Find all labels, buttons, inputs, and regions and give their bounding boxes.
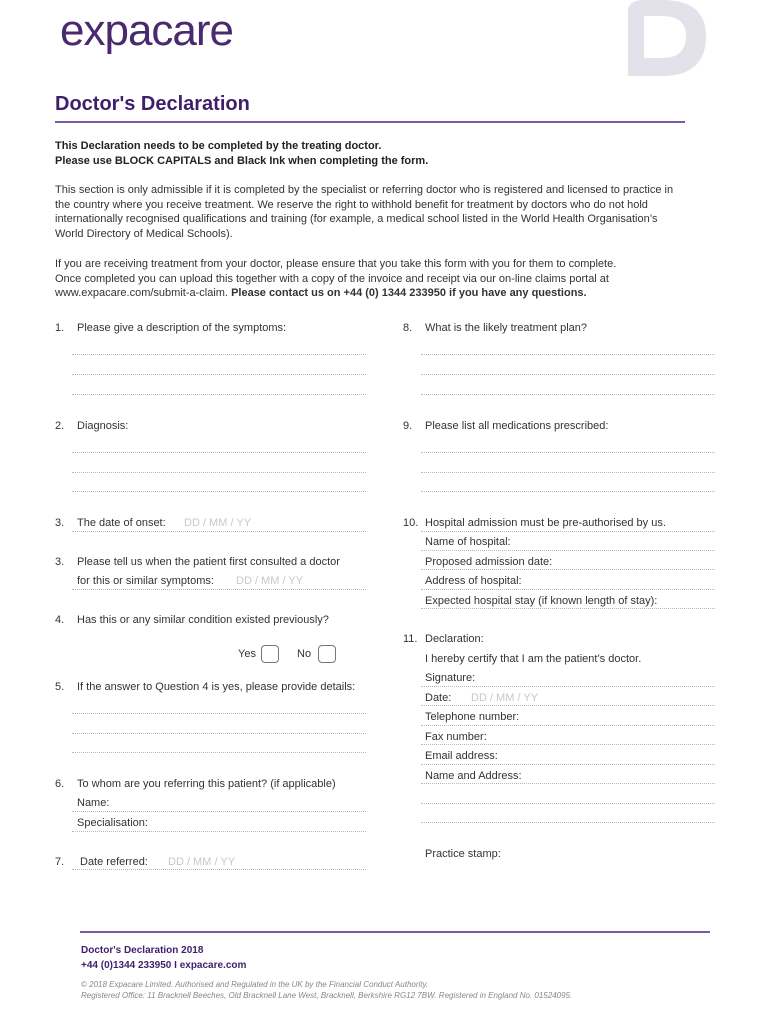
q2-line-1[interactable]	[72, 452, 366, 453]
expacare-logo: expacare	[60, 6, 234, 55]
q1-line-1[interactable]	[72, 354, 366, 355]
q8-label: What is the likely treatment plan?	[425, 322, 588, 334]
q5-number: 5.	[55, 681, 65, 693]
q9-line-2[interactable]	[421, 472, 715, 473]
certify-statement: I hereby certify that I am the patient’s doctor.	[425, 653, 642, 665]
intro-instructions: This Declaration needs to be completed by the treating doctor. Please use BLOCK CAPITALS and Black Ink when completing the form.	[55, 140, 429, 167]
q6-number: 6.	[55, 778, 65, 790]
footer-document-name: Doctor's Declaration 2018	[81, 945, 204, 956]
practice-stamp-label: Practice stamp:	[425, 848, 501, 860]
first-consulted-date-field[interactable]: DD / MM / YY	[236, 575, 304, 587]
telephone-label: Telephone number:	[425, 711, 520, 723]
email-label: Email address:	[425, 750, 498, 762]
page-title: Doctor's Declaration	[55, 93, 250, 115]
referral-name-label: Name:	[77, 797, 110, 809]
q1-label: Please give a description of the symptoms:	[77, 322, 287, 334]
q9-label: Please list all medications prescribed:	[425, 420, 609, 432]
hospital-address-field[interactable]	[421, 589, 715, 590]
name-address-label: Name and Address:	[425, 770, 522, 782]
name-address-line-2[interactable]	[421, 803, 715, 804]
footer-divider	[80, 931, 710, 933]
footer-legal: © 2018 Expacare Limited. Authorised and Regulated in the UK by the Financial Conduct Authority. Registered Office: 11 Bracknell Beeches, Old Bracknell Lane West, Bracknell, Berkshire RG12 7BW. Registered in England No. 01524095.	[81, 980, 573, 1000]
no-label: No	[297, 648, 312, 660]
q3a-label: The date of onset:	[77, 517, 166, 529]
admission-date-label: Proposed admission date:	[425, 556, 553, 568]
no-checkbox[interactable]	[318, 645, 336, 663]
hospital-name-label: Name of hospital:	[425, 536, 511, 548]
hospital-stay-field[interactable]	[421, 608, 715, 609]
onset-date-field[interactable]: DD / MM / YY	[184, 517, 252, 529]
yes-checkbox[interactable]	[261, 645, 279, 663]
admission-date-field[interactable]	[421, 569, 715, 570]
hospital-address-label: Address of hospital:	[425, 575, 522, 587]
q6-label: To whom are you referring this patient? (if applicable)	[77, 778, 336, 790]
q7-label: Date referred:	[80, 856, 148, 868]
referral-specialisation-field[interactable]	[72, 831, 366, 832]
q8-line-3[interactable]	[421, 394, 715, 395]
q2-number: 2.	[55, 420, 65, 432]
q3b-number: 3.	[55, 556, 65, 568]
fax-label: Fax number:	[425, 731, 487, 743]
referral-name-field[interactable]	[72, 811, 366, 812]
q1-line-3[interactable]	[72, 394, 366, 395]
q10-line	[421, 531, 715, 532]
title-divider	[55, 121, 685, 123]
referral-specialisation-label: Specialisation:	[77, 817, 148, 829]
signature-field[interactable]	[421, 686, 715, 687]
q10-label: Hospital admission must be pre-authorised by us.	[425, 517, 666, 529]
admissibility-paragraph: This section is only admissible if it is completed by the specialist or referring doctor who is registered and licensed to practice in the country where you receive treatment. We reserve the right to withhold benefit for treatment by doctors who do not hold internationally recognised qualifications and training (for example, a medical school listed in the World Health Organisation’s World Directory of Medical Schools).	[55, 184, 674, 241]
q10-number: 10.	[403, 517, 419, 529]
email-field[interactable]	[421, 764, 715, 765]
declaration-date-line	[421, 705, 715, 706]
q3a-number: 3.	[55, 517, 65, 529]
q4-label: Has this or any similar condition existed previously?	[77, 614, 329, 626]
yes-label: Yes	[238, 648, 256, 660]
q9-line-1[interactable]	[421, 452, 715, 453]
fax-field[interactable]	[421, 744, 715, 745]
q3b-label-line1: Please tell us when the patient first consulted a doctor	[77, 556, 340, 568]
q11-label: Declaration:	[425, 633, 484, 645]
q2-line-2[interactable]	[72, 472, 366, 473]
q8-line-1[interactable]	[421, 354, 715, 355]
q2-line-3[interactable]	[72, 491, 366, 492]
q5-line-1[interactable]	[72, 713, 366, 714]
q8-line-2[interactable]	[421, 374, 715, 375]
hospital-name-field[interactable]	[421, 550, 715, 551]
q7-number: 7.	[55, 856, 65, 868]
referred-date-field[interactable]: DD / MM / YY	[168, 856, 236, 868]
q7-line	[72, 869, 366, 870]
q1-line-2[interactable]	[72, 374, 366, 375]
footer-contact: +44 (0)1344 233950 I expacare.com	[81, 960, 247, 971]
declaration-date-label: Date:	[425, 692, 452, 704]
q4-number: 4.	[55, 614, 65, 626]
q3b-label-line2: for this or similar symptoms:	[77, 575, 214, 587]
q5-line-3[interactable]	[72, 752, 366, 753]
decorative-d-shape	[622, 0, 708, 76]
q5-label: If the answer to Question 4 is yes, please provide details:	[77, 681, 356, 693]
q11-number: 11.	[403, 633, 418, 645]
q9-number: 9.	[403, 420, 413, 432]
q8-number: 8.	[403, 322, 413, 334]
instructions-paragraph: If you are receiving treatment from your doctor, please ensure that you take this form with you for them to complete. Once completed you can upload this together with a copy of the invoice and receipt via our on-line claims portal at www.expacare.com/submit-a-claim. Please contact us on +44 (0) 1344 233950 if you have any questions.	[55, 258, 617, 300]
q5-line-2[interactable]	[72, 733, 366, 734]
q2-label: Diagnosis:	[77, 420, 129, 432]
name-address-line-3[interactable]	[421, 822, 715, 823]
q1-number: 1.	[55, 322, 65, 334]
q9-line-3[interactable]	[421, 491, 715, 492]
hospital-stay-label: Expected hospital stay (if known length of stay):	[425, 595, 658, 607]
q3b-line	[72, 589, 366, 590]
q3a-line	[72, 531, 366, 532]
signature-label: Signature:	[425, 672, 476, 684]
telephone-field[interactable]	[421, 725, 715, 726]
name-address-line-1[interactable]	[421, 783, 715, 784]
declaration-date-field[interactable]: DD / MM / YY	[471, 692, 539, 704]
